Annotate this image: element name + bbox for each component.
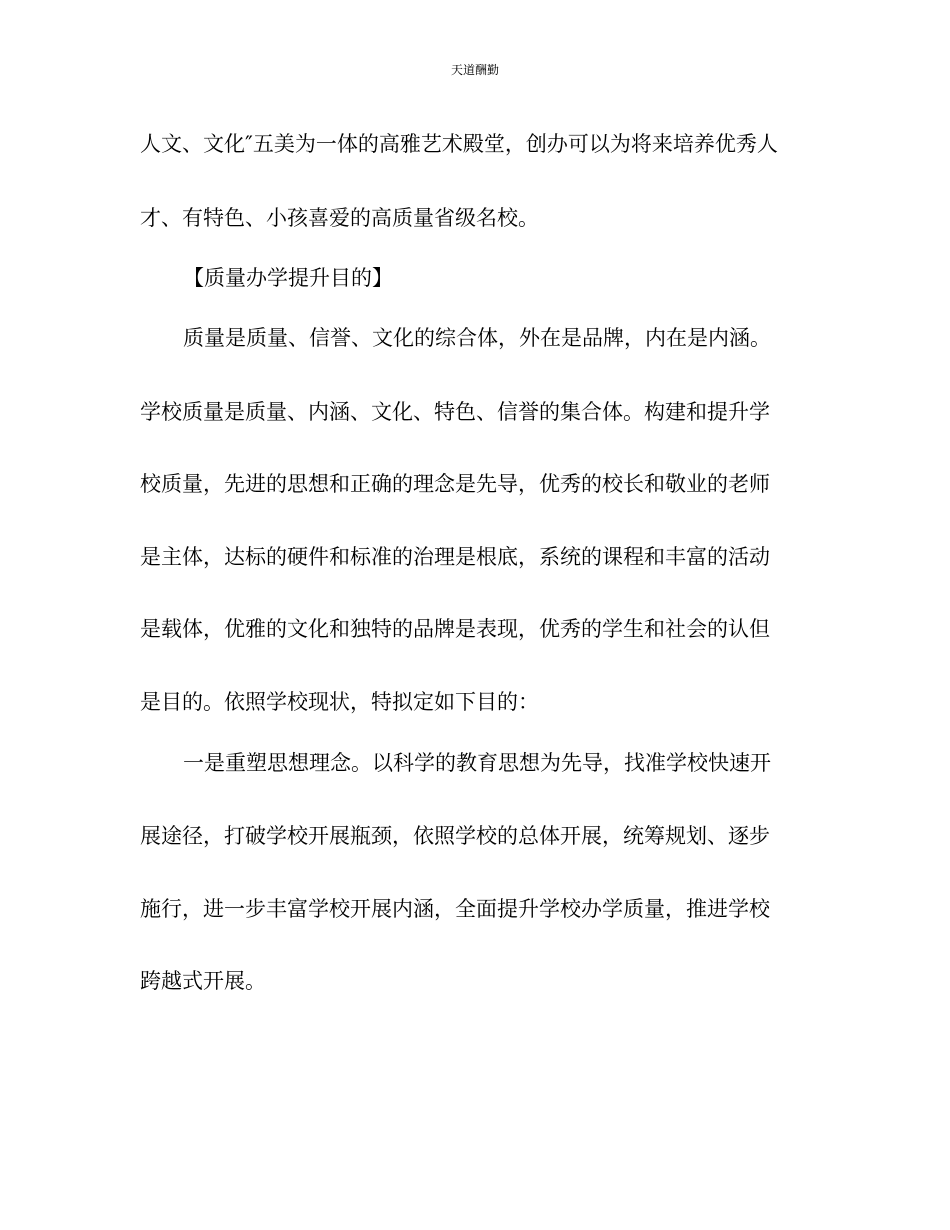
body-line-11: 展途径，打破学校开展瓶颈，依照学校的总体开展，统筹规划、逐步	[140, 824, 770, 848]
body-line-1: 人文、文化″五美为一体的高雅艺术殿堂，创办可以为将来培养优秀人	[140, 132, 778, 156]
body-line-6: 校质量，先进的思想和正确的理念是先导，优秀的校长和敬业的老师	[140, 472, 770, 496]
body-line-9: 是目的。依照学校现状，特拟定如下目的：	[140, 690, 539, 714]
page-header: 天道酬勤	[450, 63, 499, 77]
body-line-12: 施行，进一步丰富学校开展内涵，全面提升学校办学质量，推进学校	[140, 897, 770, 921]
body-line-10: 一是重塑思想理念。以科学的教育思想为先导，找准学校快速开	[183, 751, 771, 775]
body-line-2: 才、有特色、小孩喜爱的高质量省级名校。	[140, 206, 539, 230]
body-line-7: 是主体，达标的硬件和标准的治理是根底，系统的课程和丰富的活动	[140, 545, 770, 569]
section-heading: 【质量办学提升目的】	[183, 266, 393, 290]
body-line-4: 质量是质量、信誉、文化的综合体，外在是品牌，内在是内涵。	[183, 326, 771, 350]
body-line-13: 跨越式开展。	[140, 969, 266, 993]
body-line-8: 是载体，优雅的文化和独特的品牌是表现，优秀的学生和社会的认但	[140, 617, 770, 641]
body-line-5: 学校质量是质量、内涵、文化、特色、信誉的集合体。构建和提升学	[140, 400, 770, 424]
